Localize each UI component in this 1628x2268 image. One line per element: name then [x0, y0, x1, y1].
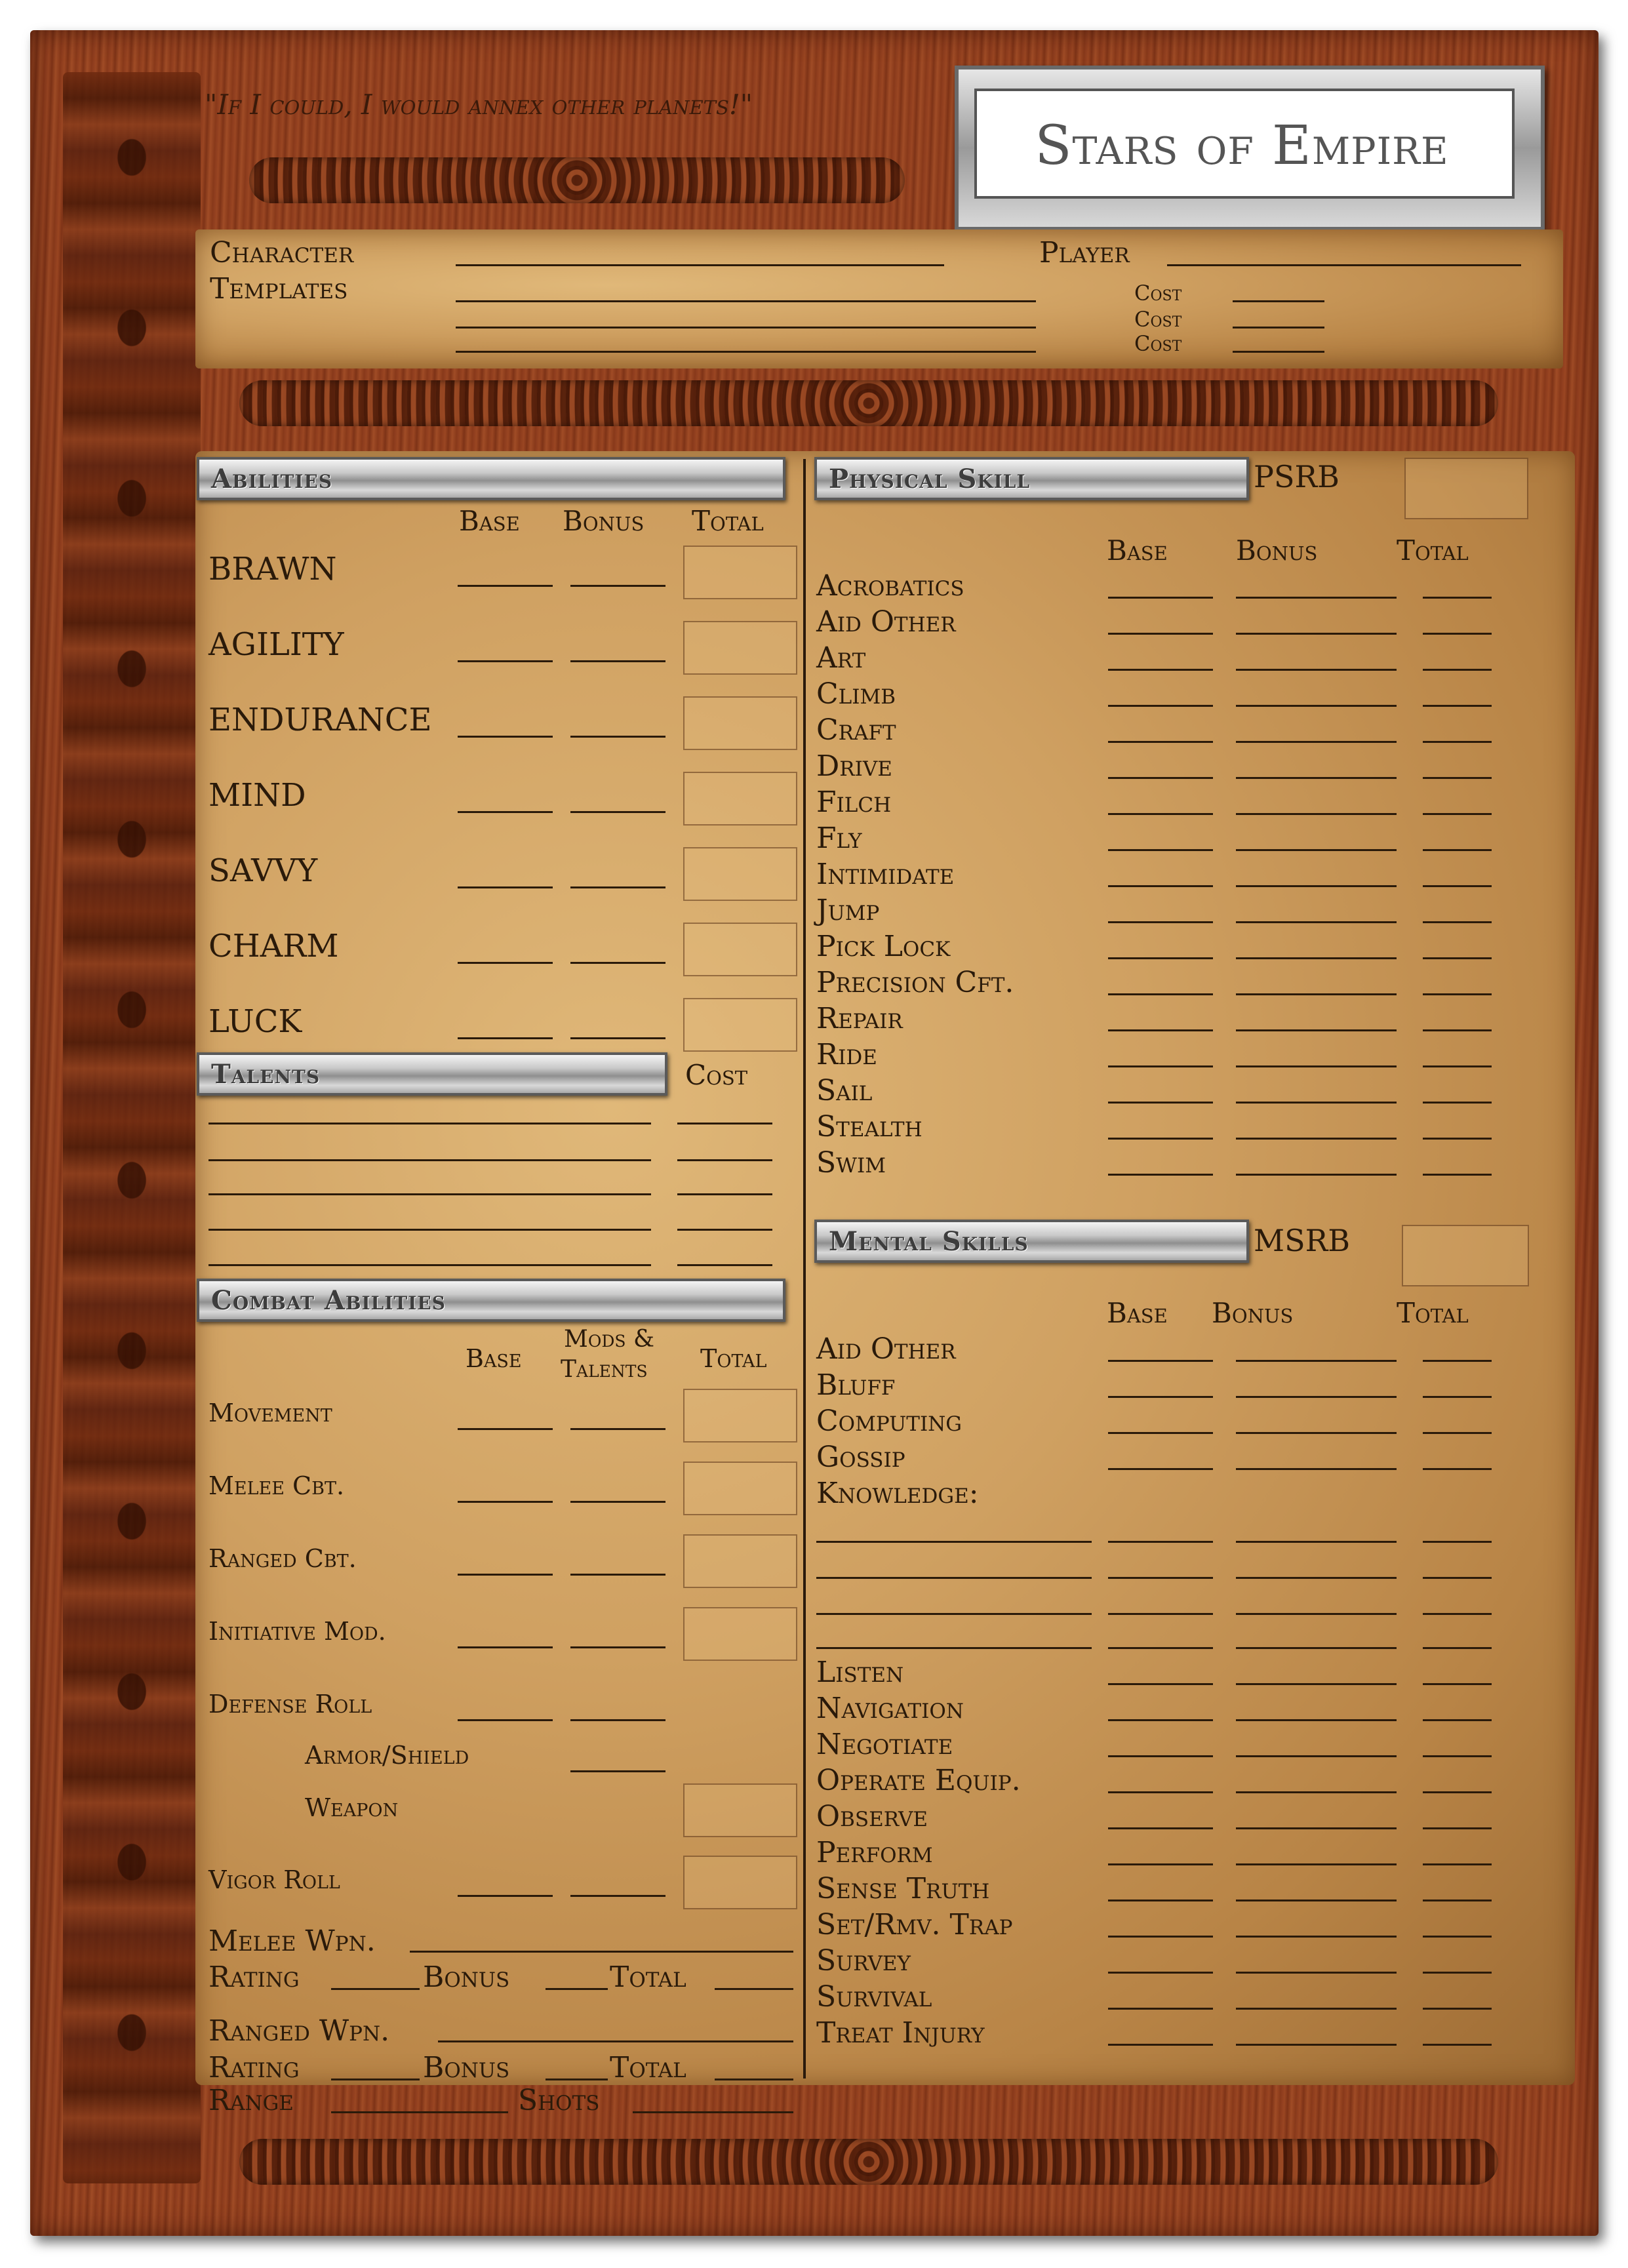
skill-bonus-field[interactable] — [1236, 1863, 1397, 1865]
ment-col-total: Total — [1397, 1297, 1469, 1329]
skill-total-field[interactable] — [1423, 1577, 1492, 1579]
ranged-total-field[interactable] — [715, 2079, 793, 2080]
ranged-bonus-field[interactable] — [546, 2079, 608, 2080]
mental-skill-label: Computing — [816, 1404, 963, 1438]
skill-base-field[interactable] — [1108, 741, 1213, 743]
ability-total-box[interactable] — [683, 772, 797, 826]
col-bonus: Bonus — [563, 505, 645, 537]
knowledge-field[interactable] — [816, 1541, 1092, 1543]
skill-total-field[interactable] — [1423, 1138, 1492, 1140]
talent-cost-line[interactable] — [677, 1229, 772, 1231]
skill-base-field[interactable] — [1108, 1468, 1213, 1470]
vigor-base-field[interactable] — [458, 1895, 553, 1897]
ranged-rating-label: Rating — [208, 2051, 300, 2084]
skill-total-field[interactable] — [1423, 1900, 1492, 1901]
player-label: Player — [1039, 236, 1130, 269]
skill-bonus-field[interactable] — [1236, 1791, 1397, 1793]
shots-label: Shots — [518, 2084, 600, 2117]
skill-base-field[interactable] — [1108, 993, 1213, 995]
mental-skill-label: Operate Equip. — [816, 1764, 1021, 1797]
combat-col-talents: Talents — [561, 1356, 648, 1383]
ability-bonus-field[interactable] — [570, 962, 665, 964]
ment-col-base: Base — [1107, 1297, 1168, 1329]
skill-bonus-field[interactable] — [1236, 1755, 1397, 1757]
mental-skill-label: Survey — [816, 1944, 911, 1978]
player-field[interactable] — [1167, 264, 1521, 266]
skill-base-field[interactable] — [1108, 1360, 1213, 1362]
ranged-total-label: Total — [610, 2051, 686, 2084]
combat-mods-field[interactable] — [570, 1646, 665, 1648]
skill-total-field[interactable] — [1423, 1719, 1492, 1721]
skill-total-field[interactable] — [1423, 1102, 1492, 1104]
ability-base-field[interactable] — [458, 962, 553, 964]
skill-total-field[interactable] — [1423, 1432, 1492, 1434]
ability-total-box[interactable] — [683, 998, 797, 1052]
skill-base-field[interactable] — [1108, 849, 1213, 851]
skill-bonus-field[interactable] — [1236, 777, 1397, 779]
psrb-box[interactable] — [1404, 458, 1528, 519]
physical-skill-label: Acrobatics — [816, 569, 964, 603]
skill-total-field[interactable] — [1423, 1647, 1492, 1649]
phys-col-bonus: Bonus — [1236, 534, 1318, 567]
ability-bonus-field[interactable] — [570, 886, 665, 888]
skill-total-field[interactable] — [1423, 849, 1492, 851]
ornament-top — [249, 157, 905, 203]
skill-total-field[interactable] — [1423, 1360, 1492, 1362]
vigor-total-box[interactable] — [683, 1856, 797, 1909]
template-field-2[interactable] — [456, 327, 1036, 328]
skill-base-field[interactable] — [1108, 885, 1213, 887]
physical-skill-label: Precision Cft. — [816, 966, 1014, 999]
skill-base-field[interactable] — [1108, 1029, 1213, 1031]
physical-skill-label: Fly — [816, 822, 862, 855]
skill-base-field[interactable] — [1108, 1755, 1213, 1757]
character-field[interactable] — [456, 264, 944, 266]
skill-bonus-field[interactable] — [1236, 669, 1397, 671]
ability-total-box[interactable] — [683, 546, 797, 599]
skill-total-field[interactable] — [1423, 921, 1492, 923]
combat-mods-field[interactable] — [570, 1428, 665, 1430]
skill-total-field[interactable] — [1423, 1863, 1492, 1865]
skill-total-field[interactable] — [1423, 1683, 1492, 1685]
talent-line[interactable] — [208, 1159, 651, 1161]
range-field[interactable] — [331, 2111, 508, 2113]
template-field-1[interactable] — [456, 300, 1036, 302]
skill-base-field[interactable] — [1108, 1647, 1213, 1649]
combat-label: Defense Roll — [208, 1690, 372, 1719]
physical-skill-label: Sail — [816, 1074, 873, 1107]
skill-bonus-field[interactable] — [1236, 1683, 1397, 1685]
vigor-roll-label: Vigor Roll — [208, 1865, 340, 1894]
skill-base-field[interactable] — [1108, 1138, 1213, 1140]
skill-total-field[interactable] — [1423, 1755, 1492, 1757]
character-label: Character — [210, 236, 354, 269]
talent-cost-line[interactable] — [677, 1159, 772, 1161]
mental-skills-header: Mental Skills — [814, 1220, 1249, 1263]
ability-bonus-field[interactable] — [570, 1037, 665, 1039]
skill-total-field[interactable] — [1423, 1029, 1492, 1031]
combat-col-mods: Mods & — [564, 1326, 655, 1353]
ability-bonus-field[interactable] — [570, 660, 665, 662]
ranged-bonus-label: Bonus — [423, 2051, 510, 2084]
talent-cost-line[interactable] — [677, 1264, 772, 1266]
skill-bonus-field[interactable] — [1236, 2044, 1397, 2046]
ability-base-field[interactable] — [458, 585, 553, 587]
skill-base-field[interactable] — [1108, 1065, 1213, 1067]
mental-skill-label: Perform — [816, 1836, 933, 1869]
skill-base-field[interactable] — [1108, 1791, 1213, 1793]
combat-header: Combat Abilities — [197, 1279, 785, 1322]
cost-field-3[interactable] — [1233, 351, 1324, 353]
combat-total-box[interactable] — [683, 1462, 797, 1515]
physical-skill-label: Pick Lock — [816, 930, 951, 963]
skill-total-field[interactable] — [1423, 1065, 1492, 1067]
skill-base-field[interactable] — [1108, 1613, 1213, 1615]
mental-skill-label: Listen — [816, 1656, 904, 1689]
cost-label: Cost — [1134, 331, 1182, 356]
skill-total-field[interactable] — [1423, 885, 1492, 887]
skill-base-field[interactable] — [1108, 1102, 1213, 1104]
ornament-bottom — [239, 2139, 1498, 2185]
skill-total-field[interactable] — [1423, 2044, 1492, 2046]
physical-skill-label: Aid Other — [816, 605, 956, 639]
skill-bonus-field[interactable] — [1236, 1065, 1397, 1067]
melee-total-field[interactable] — [715, 1988, 793, 1990]
ability-base-field[interactable] — [458, 660, 553, 662]
combat-col-base: Base — [466, 1344, 522, 1373]
melee-bonus-field[interactable] — [546, 1988, 608, 1990]
skill-bonus-field[interactable] — [1236, 1613, 1397, 1615]
ability-label: AGILITY — [208, 626, 344, 663]
skill-bonus-field[interactable] — [1236, 705, 1397, 707]
physical-skill-label: Art — [816, 641, 866, 675]
vigor-mods-field[interactable] — [570, 1895, 665, 1897]
ability-base-field[interactable] — [458, 736, 553, 738]
page-title: Stars of Empire — [1035, 115, 1449, 177]
shots-field[interactable] — [633, 2111, 793, 2113]
combat-base-field[interactable] — [458, 1574, 553, 1576]
skill-bonus-field[interactable] — [1236, 633, 1397, 635]
ability-bonus-field[interactable] — [570, 811, 665, 813]
skill-total-field[interactable] — [1423, 705, 1492, 707]
physical-skill-label: Intimidate — [816, 858, 955, 891]
physical-skill-label: Repair — [816, 1002, 903, 1035]
mental-skill-label: Negotiate — [816, 1728, 953, 1761]
skill-bonus-field[interactable] — [1236, 813, 1397, 815]
skill-base-field[interactable] — [1108, 705, 1213, 707]
mental-skill-label: Set/Rmv. Trap — [816, 1908, 1013, 1941]
skill-total-field[interactable] — [1423, 813, 1492, 815]
ranged-weapon-field[interactable] — [438, 2040, 793, 2042]
combat-col-total: Total — [700, 1344, 767, 1373]
mental-skill-label: Treat Injury — [816, 2016, 985, 2050]
abilities-header: Abilities — [197, 457, 785, 500]
skill-base-field[interactable] — [1108, 633, 1213, 635]
combat-mods-field[interactable] — [570, 1501, 665, 1503]
physical-skill-label: Climb — [816, 677, 896, 711]
skill-total-field[interactable] — [1423, 1396, 1492, 1398]
mental-skill-label: Sense Truth — [816, 1872, 990, 1905]
ment-col-bonus: Bonus — [1212, 1297, 1294, 1329]
skill-total-field[interactable] — [1423, 597, 1492, 599]
skill-base-field[interactable] — [1108, 1719, 1213, 1721]
column-divider — [803, 459, 806, 2079]
talent-cost-line[interactable] — [677, 1193, 772, 1195]
skill-base-field[interactable] — [1108, 1900, 1213, 1901]
ranged-weapon-label: Ranged Wpn. — [208, 2014, 390, 2048]
skill-base-field[interactable] — [1108, 921, 1213, 923]
melee-weapon-field[interactable] — [410, 1951, 793, 1953]
physical-skill-label: Jump — [816, 894, 880, 927]
cost-label: Cost — [1134, 307, 1182, 332]
talent-line[interactable] — [208, 1264, 651, 1266]
ability-label: SAVVY — [208, 852, 318, 889]
cost-field-2[interactable] — [1233, 327, 1324, 328]
ornament-middle — [239, 380, 1498, 426]
msrb-box[interactable] — [1402, 1225, 1529, 1286]
melee-rating-field[interactable] — [331, 1988, 420, 1990]
ability-bonus-field[interactable] — [570, 736, 665, 738]
talents-header: Talents — [197, 1052, 667, 1096]
skill-bonus-field[interactable] — [1236, 1541, 1397, 1543]
skill-bonus-field[interactable] — [1236, 1972, 1397, 1974]
knowledge-field[interactable] — [816, 1647, 1092, 1649]
mental-skill-label: Knowledge: — [816, 1477, 979, 1510]
skill-base-field[interactable] — [1108, 2044, 1213, 2046]
combat-label: Initiative Mod. — [208, 1617, 386, 1646]
physical-skill-label: Stealth — [816, 1110, 923, 1144]
ability-total-box[interactable] — [683, 621, 797, 675]
knowledge-field[interactable] — [816, 1577, 1092, 1579]
talents-cost-label: Cost — [685, 1059, 748, 1091]
skill-total-field[interactable] — [1423, 1827, 1492, 1829]
col-total: Total — [692, 505, 764, 537]
skill-total-field[interactable] — [1423, 1936, 1492, 1938]
ability-base-field[interactable] — [458, 886, 553, 888]
mental-skill-label: Gossip — [816, 1441, 905, 1474]
skill-bonus-field[interactable] — [1236, 1138, 1397, 1140]
ability-label: BRAWN — [208, 551, 337, 587]
combat-label: Ranged Cbt. — [208, 1544, 357, 1573]
skill-base-field[interactable] — [1108, 957, 1213, 959]
physical-skill-label: Filch — [816, 786, 892, 819]
ability-label: ENDURANCE — [208, 702, 432, 738]
combat-base-field[interactable] — [458, 1646, 553, 1648]
carved-border-left — [63, 72, 201, 2183]
melee-bonus-label: Bonus — [423, 1960, 510, 1994]
template-field-3[interactable] — [456, 351, 1036, 353]
talent-line[interactable] — [208, 1193, 651, 1195]
skill-total-field[interactable] — [1423, 1174, 1492, 1176]
ability-total-box[interactable] — [683, 923, 797, 976]
ability-base-field[interactable] — [458, 811, 553, 813]
combat-total-box[interactable] — [683, 1389, 797, 1442]
phys-col-base: Base — [1107, 534, 1168, 567]
skill-bonus-field[interactable] — [1236, 849, 1397, 851]
skill-total-field[interactable] — [1423, 669, 1492, 671]
combat-label: Movement — [208, 1399, 332, 1427]
skill-base-field[interactable] — [1108, 597, 1213, 599]
range-label: Range — [208, 2084, 294, 2117]
armor-field[interactable] — [570, 1770, 665, 1772]
combat-mods-field[interactable] — [570, 1574, 665, 1576]
character-strip — [195, 229, 1563, 368]
skill-base-field[interactable] — [1108, 1683, 1213, 1685]
skill-base-field[interactable] — [1108, 669, 1213, 671]
skill-bonus-field[interactable] — [1236, 1577, 1397, 1579]
skill-total-field[interactable] — [1423, 2008, 1492, 2010]
ability-total-box[interactable] — [683, 847, 797, 901]
skill-bonus-field[interactable] — [1236, 921, 1397, 923]
combat-base-field[interactable] — [458, 1719, 553, 1721]
melee-weapon-label: Melee Wpn. — [208, 1924, 376, 1958]
skill-total-field[interactable] — [1423, 957, 1492, 959]
talent-line[interactable] — [208, 1123, 651, 1124]
ability-bonus-field[interactable] — [570, 585, 665, 587]
combat-base-field[interactable] — [458, 1501, 553, 1503]
skill-bonus-field[interactable] — [1236, 1827, 1397, 1829]
skill-total-field[interactable] — [1423, 741, 1492, 743]
talent-cost-line[interactable] — [677, 1123, 772, 1124]
skill-total-field[interactable] — [1423, 1972, 1492, 1974]
physical-skill-label: Drive — [816, 749, 892, 783]
cost-label: Cost — [1134, 281, 1182, 306]
weapon-label: Weapon — [305, 1793, 399, 1822]
skill-bonus-field[interactable] — [1236, 741, 1397, 743]
combat-label: Melee Cbt. — [208, 1471, 345, 1500]
skill-bonus-field[interactable] — [1236, 1360, 1397, 1362]
skill-bonus-field[interactable] — [1236, 885, 1397, 887]
templates-label: Templates — [210, 272, 348, 306]
mental-skill-label: Bluff — [816, 1368, 896, 1402]
cost-field-1[interactable] — [1233, 300, 1324, 302]
skill-bonus-field[interactable] — [1236, 2008, 1397, 2010]
skill-base-field[interactable] — [1108, 777, 1213, 779]
skill-bonus-field[interactable] — [1236, 1432, 1397, 1434]
skill-bonus-field[interactable] — [1236, 1719, 1397, 1721]
ability-label: MIND — [208, 777, 306, 814]
mental-skill-label: Survival — [816, 1980, 932, 2014]
skill-base-field[interactable] — [1108, 2008, 1213, 2010]
skill-bonus-field[interactable] — [1236, 1468, 1397, 1470]
ability-base-field[interactable] — [458, 1037, 553, 1039]
combat-total-box[interactable] — [683, 1534, 797, 1588]
combat-total-box[interactable] — [683, 1607, 797, 1661]
skill-bonus-field[interactable] — [1236, 597, 1397, 599]
mental-skill-label: Observe — [816, 1800, 928, 1833]
combat-mods-field[interactable] — [570, 1719, 665, 1721]
phys-col-total: Total — [1397, 534, 1469, 567]
skill-total-field[interactable] — [1423, 1613, 1492, 1615]
skill-total-field[interactable] — [1423, 993, 1492, 995]
physical-skill-label: Craft — [816, 713, 896, 747]
skill-base-field[interactable] — [1108, 1396, 1213, 1398]
skill-base-field[interactable] — [1108, 1577, 1213, 1579]
ability-label: LUCK — [208, 1003, 302, 1040]
psrb-label: PSRB — [1254, 459, 1340, 494]
skill-total-field[interactable] — [1423, 1541, 1492, 1543]
physical-skill-label: Swim — [816, 1146, 886, 1180]
skill-bonus-field[interactable] — [1236, 1174, 1397, 1176]
skill-total-field[interactable] — [1423, 777, 1492, 779]
mental-skill-label: Aid Other — [816, 1332, 956, 1366]
skill-bonus-field[interactable] — [1236, 1396, 1397, 1398]
tagline-quote: "If I could, I would annex other planets!" — [205, 89, 753, 121]
skill-base-field[interactable] — [1108, 813, 1213, 815]
skill-bonus-field[interactable] — [1236, 993, 1397, 995]
physical-skill-header: Physical Skill — [814, 457, 1249, 500]
weapon-total-box[interactable] — [683, 1783, 797, 1837]
skill-bonus-field[interactable] — [1236, 1102, 1397, 1104]
skill-total-field[interactable] — [1423, 633, 1492, 635]
mental-skill-label: Navigation — [816, 1692, 964, 1725]
combat-base-field[interactable] — [458, 1428, 553, 1430]
skill-base-field[interactable] — [1108, 1863, 1213, 1865]
ranged-rating-field[interactable] — [331, 2079, 420, 2080]
skill-total-field[interactable] — [1423, 1468, 1492, 1470]
skill-base-field[interactable] — [1108, 1827, 1213, 1829]
col-base: Base — [459, 505, 520, 537]
armor-shield-label: Armor/Shield — [305, 1741, 469, 1770]
skill-base-field[interactable] — [1108, 1541, 1213, 1543]
skill-bonus-field[interactable] — [1236, 957, 1397, 959]
skill-bonus-field[interactable] — [1236, 1900, 1397, 1901]
skill-total-field[interactable] — [1423, 1791, 1492, 1793]
skill-bonus-field[interactable] — [1236, 1029, 1397, 1031]
physical-skill-label: Ride — [816, 1038, 877, 1071]
melee-rating-label: Rating — [208, 1960, 300, 1994]
skill-base-field[interactable] — [1108, 1432, 1213, 1434]
ability-total-box[interactable] — [683, 696, 797, 750]
skill-bonus-field[interactable] — [1236, 1936, 1397, 1938]
knowledge-field[interactable] — [816, 1613, 1092, 1615]
msrb-label: MSRB — [1254, 1223, 1351, 1258]
talent-line[interactable] — [208, 1229, 651, 1231]
skill-base-field[interactable] — [1108, 1174, 1213, 1176]
melee-total-label: Total — [610, 1960, 686, 1994]
ability-label: CHARM — [208, 928, 339, 965]
skill-base-field[interactable] — [1108, 1972, 1213, 1974]
skill-bonus-field[interactable] — [1236, 1647, 1397, 1649]
skill-base-field[interactable] — [1108, 1936, 1213, 1938]
